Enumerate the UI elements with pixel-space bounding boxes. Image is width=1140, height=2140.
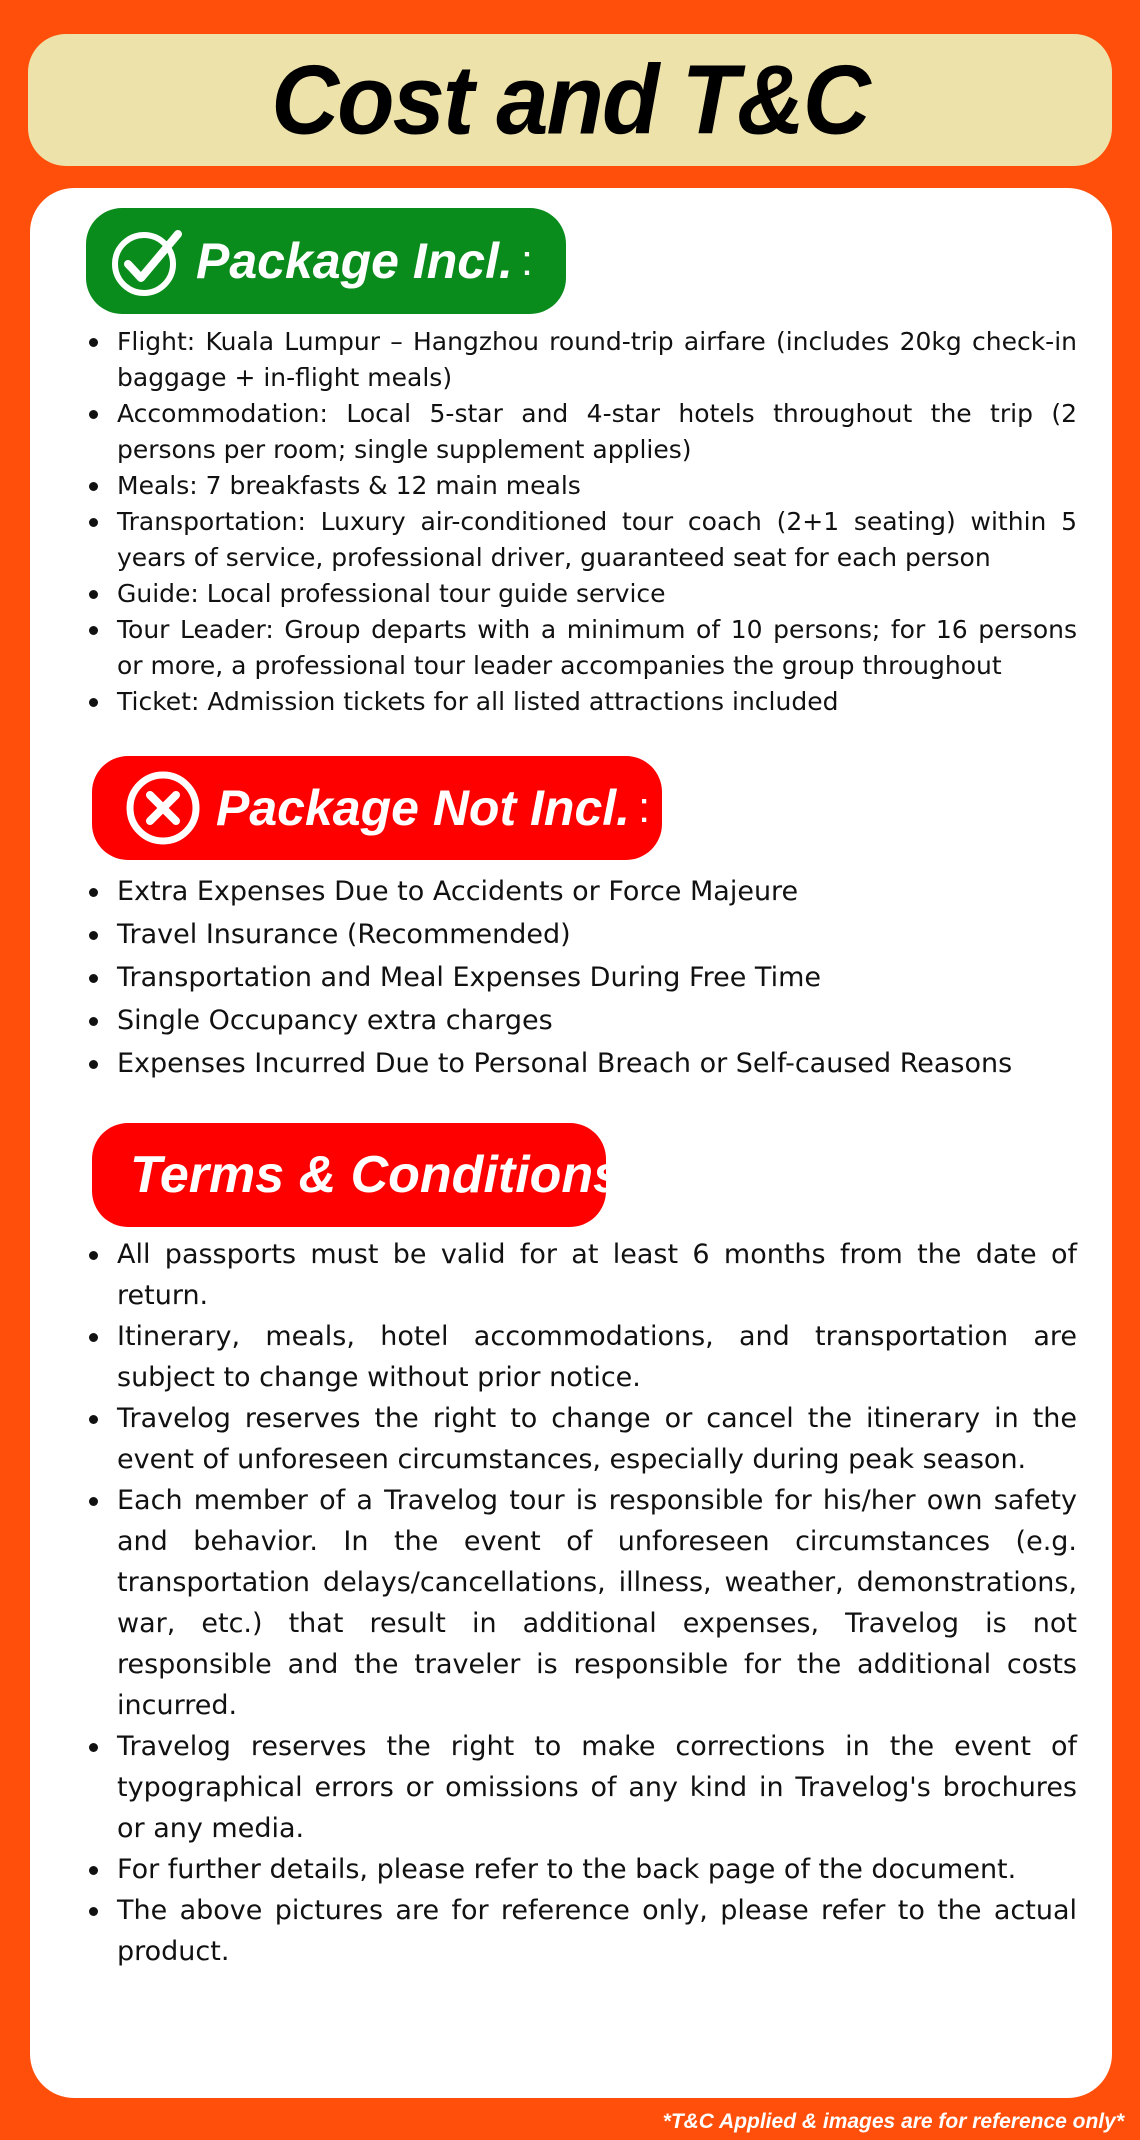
list-item: Travel Insurance (Recommended): [87, 913, 1077, 956]
check-circle-icon: [110, 224, 184, 298]
package-included-label: Package Incl.: [196, 233, 513, 289]
list-item: Ticket: Admission tickets for all listed attractions included: [87, 684, 1077, 720]
list-item: Itinerary, meals, hotel accommodations, and transportation are subject to change without prior notice.: [87, 1316, 1077, 1398]
package-included-colon: :: [520, 236, 534, 285]
footer-note: *T&C Applied & images are for reference only*: [662, 2110, 1124, 2133]
content-card: [30, 188, 1112, 2098]
list-item: Tour Leader: Group departs with a minimum of 10 persons; for 16 persons or more, a professional tour leader accompanies the group throughout: [87, 612, 1077, 684]
list-item: Guide: Local professional tour guide service: [87, 576, 1077, 612]
list-item: Travelog reserves the right to change or cancel the itinerary in the event of unforeseen circumstances, especially during peak season.: [87, 1398, 1077, 1480]
list-item: Transportation: Luxury air-conditioned tour coach (2+1 seating) within 5 years of service, professional driver, guaranteed seat for each person: [87, 504, 1077, 576]
list-item: Accommodation: Local 5-star and 4-star hotels throughout the trip (2 persons per room; single supplement applies): [87, 396, 1077, 468]
list-item: Extra Expenses Due to Accidents or Force Majeure: [87, 870, 1077, 913]
package-included-list: [87, 324, 1077, 720]
package-not-included-colon: :: [638, 783, 651, 832]
list-item: Travelog reserves the right to make corrections in the event of typographical errors or omissions of any kind in Travelog's brochures or any media.: [87, 1726, 1077, 1849]
title-bar: [28, 34, 1112, 166]
list-item: Single Occupancy extra charges: [87, 999, 1077, 1042]
terms-list: [87, 1234, 1077, 1972]
list-item: Transportation and Meal Expenses During Free Time: [87, 956, 1077, 999]
package-not-included-heading: [92, 756, 662, 860]
x-circle-icon: [124, 769, 202, 847]
package-not-included-list: [87, 870, 1077, 1085]
package-not-included-label: Package Not Incl.: [216, 780, 631, 836]
list-item: Flight: Kuala Lumpur – Hangzhou round-trip airfare (includes 20kg check-in baggage + in-flight meals): [87, 324, 1077, 396]
list-item: Each member of a Travelog tour is responsible for his/her own safety and behavior. In the event of unforeseen circumstances (e.g. transportation delays/cancellations, illness, weather, demonstrations, war, etc.) that result in additional expenses, Travelog is not responsible and the traveler is responsible for the additional costs incurred.: [87, 1480, 1077, 1726]
list-item: For further details, please refer to the back page of the document.: [87, 1849, 1077, 1890]
list-item: Meals: 7 breakfasts & 12 main meals: [87, 468, 1077, 504]
page-title: Cost and T&C: [271, 44, 869, 155]
list-item: All passports must be valid for at least 6 months from the date of return.: [87, 1234, 1077, 1316]
list-item: The above pictures are for reference only, please refer to the actual product.: [87, 1890, 1077, 1972]
terms-label: Terms & Conditions: [130, 1146, 623, 1204]
package-included-heading: [86, 208, 566, 314]
list-item: Expenses Incurred Due to Personal Breach or Self-caused Reasons: [87, 1042, 1077, 1085]
terms-heading: [92, 1123, 623, 1227]
